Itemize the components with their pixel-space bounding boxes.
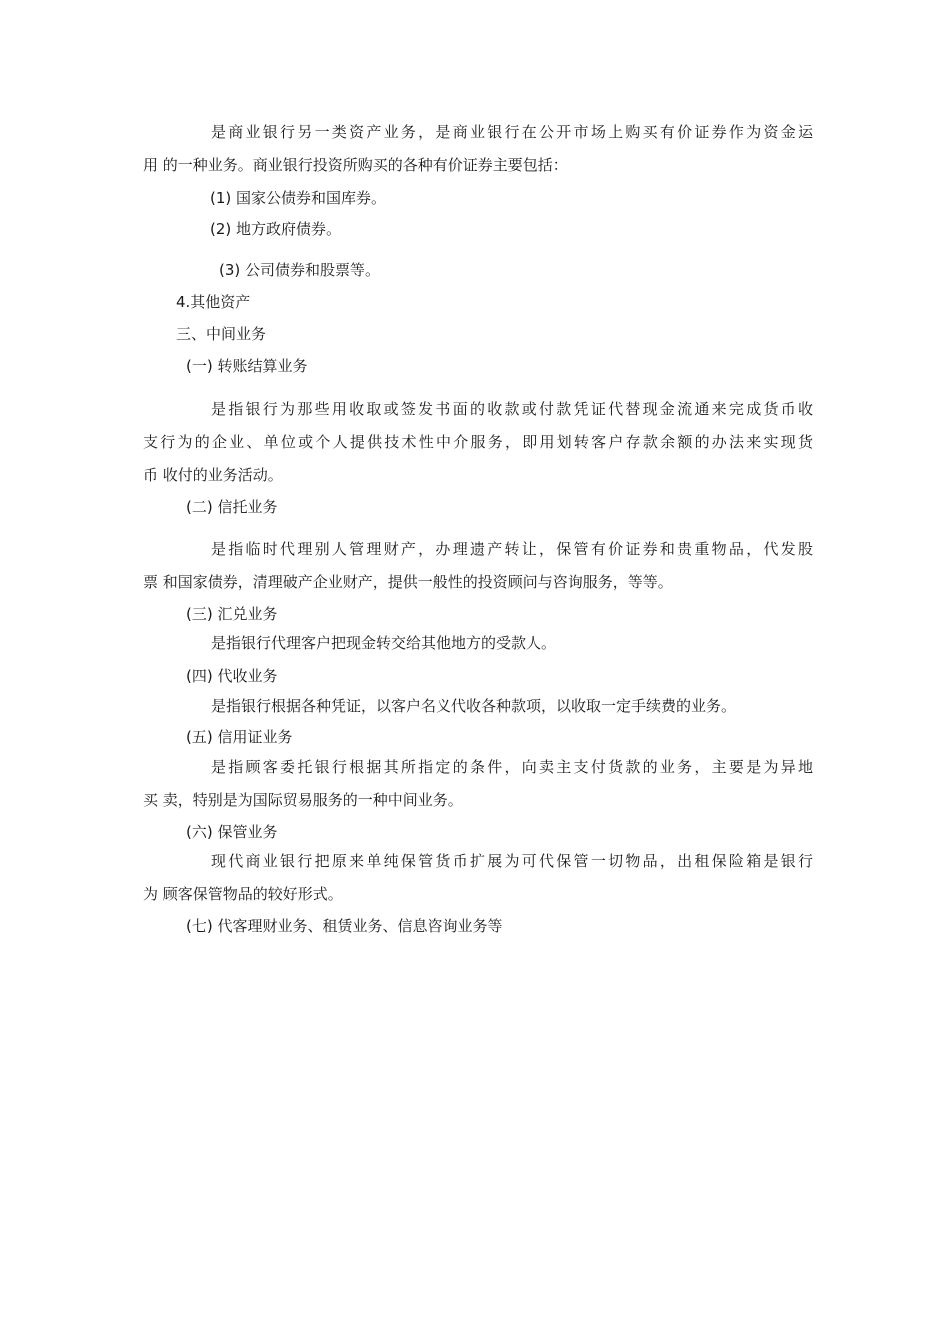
list-item: (1) 国家公债券和国库券。	[210, 189, 387, 207]
list-item: (3) 公司债券和股票等。	[219, 261, 381, 279]
paragraph-line: 是商业银行另一类资产业务，是商业银行在公开市场上购买有价证券作为资金运	[211, 123, 813, 141]
paragraph-line: 买 卖，特别是为国际贸易服务的一种中间业务。	[143, 791, 463, 809]
paragraph-line: 支行为的企业、单位或个人提供技术性中介服务，即用划转客户存款余额的办法来实现货	[143, 433, 813, 451]
subsection-heading: (二) 信托业务	[186, 498, 278, 516]
paragraph-line: 现代商业银行把原来单纯保管货币扩展为可代保管一切物品，出租保险箱是银行	[211, 852, 813, 870]
list-item: (2) 地方政府债券。	[210, 220, 342, 238]
paragraph-line: 是指银行根据各种凭证，以客户名义代收各种款项，以收取一定手续费的业务。	[211, 697, 737, 715]
paragraph-line: 为 顾客保管物品的较好形式。	[143, 885, 343, 903]
subsection-heading: (五) 信用证业务	[186, 728, 293, 746]
paragraph-line: 是指顾客委托银行根据其所指定的条件，向卖主支付货款的业务，主要是为异地	[211, 758, 813, 776]
subsection-heading: (七) 代客理财业务、租赁业务、信息咨询业务等	[186, 917, 503, 935]
paragraph-line: 是指临时代理别人管理财产，办理遗产转让，保管有价证券和贵重物品，代发股	[211, 540, 813, 558]
subsection-heading: (六) 保管业务	[186, 823, 278, 841]
paragraph-line: 用 的一种业务。商业银行投资所购买的各种有价证券主要包括：	[143, 156, 568, 174]
subsection-heading: (一) 转账结算业务	[186, 357, 308, 375]
paragraph-line: 是指银行为那些用收取或签发书面的收款或付款凭证代替现金流通来完成货币收	[211, 400, 813, 418]
paragraph-line: 是指银行代理客户把现金转交给其他地方的受款人。	[211, 634, 557, 652]
paragraph-line: 币 收付的业务活动。	[143, 466, 283, 484]
subsection-heading: (四) 代收业务	[186, 667, 278, 685]
section-heading: 三、中间业务	[176, 325, 267, 343]
paragraph-line: 票 和国家债券，清理破产企业财产，提供一般性的投资顾问与咨询服务，等等。	[143, 573, 673, 591]
subsection-heading: (三) 汇兑业务	[186, 605, 278, 623]
section-heading: 4.其他资产	[176, 293, 251, 311]
